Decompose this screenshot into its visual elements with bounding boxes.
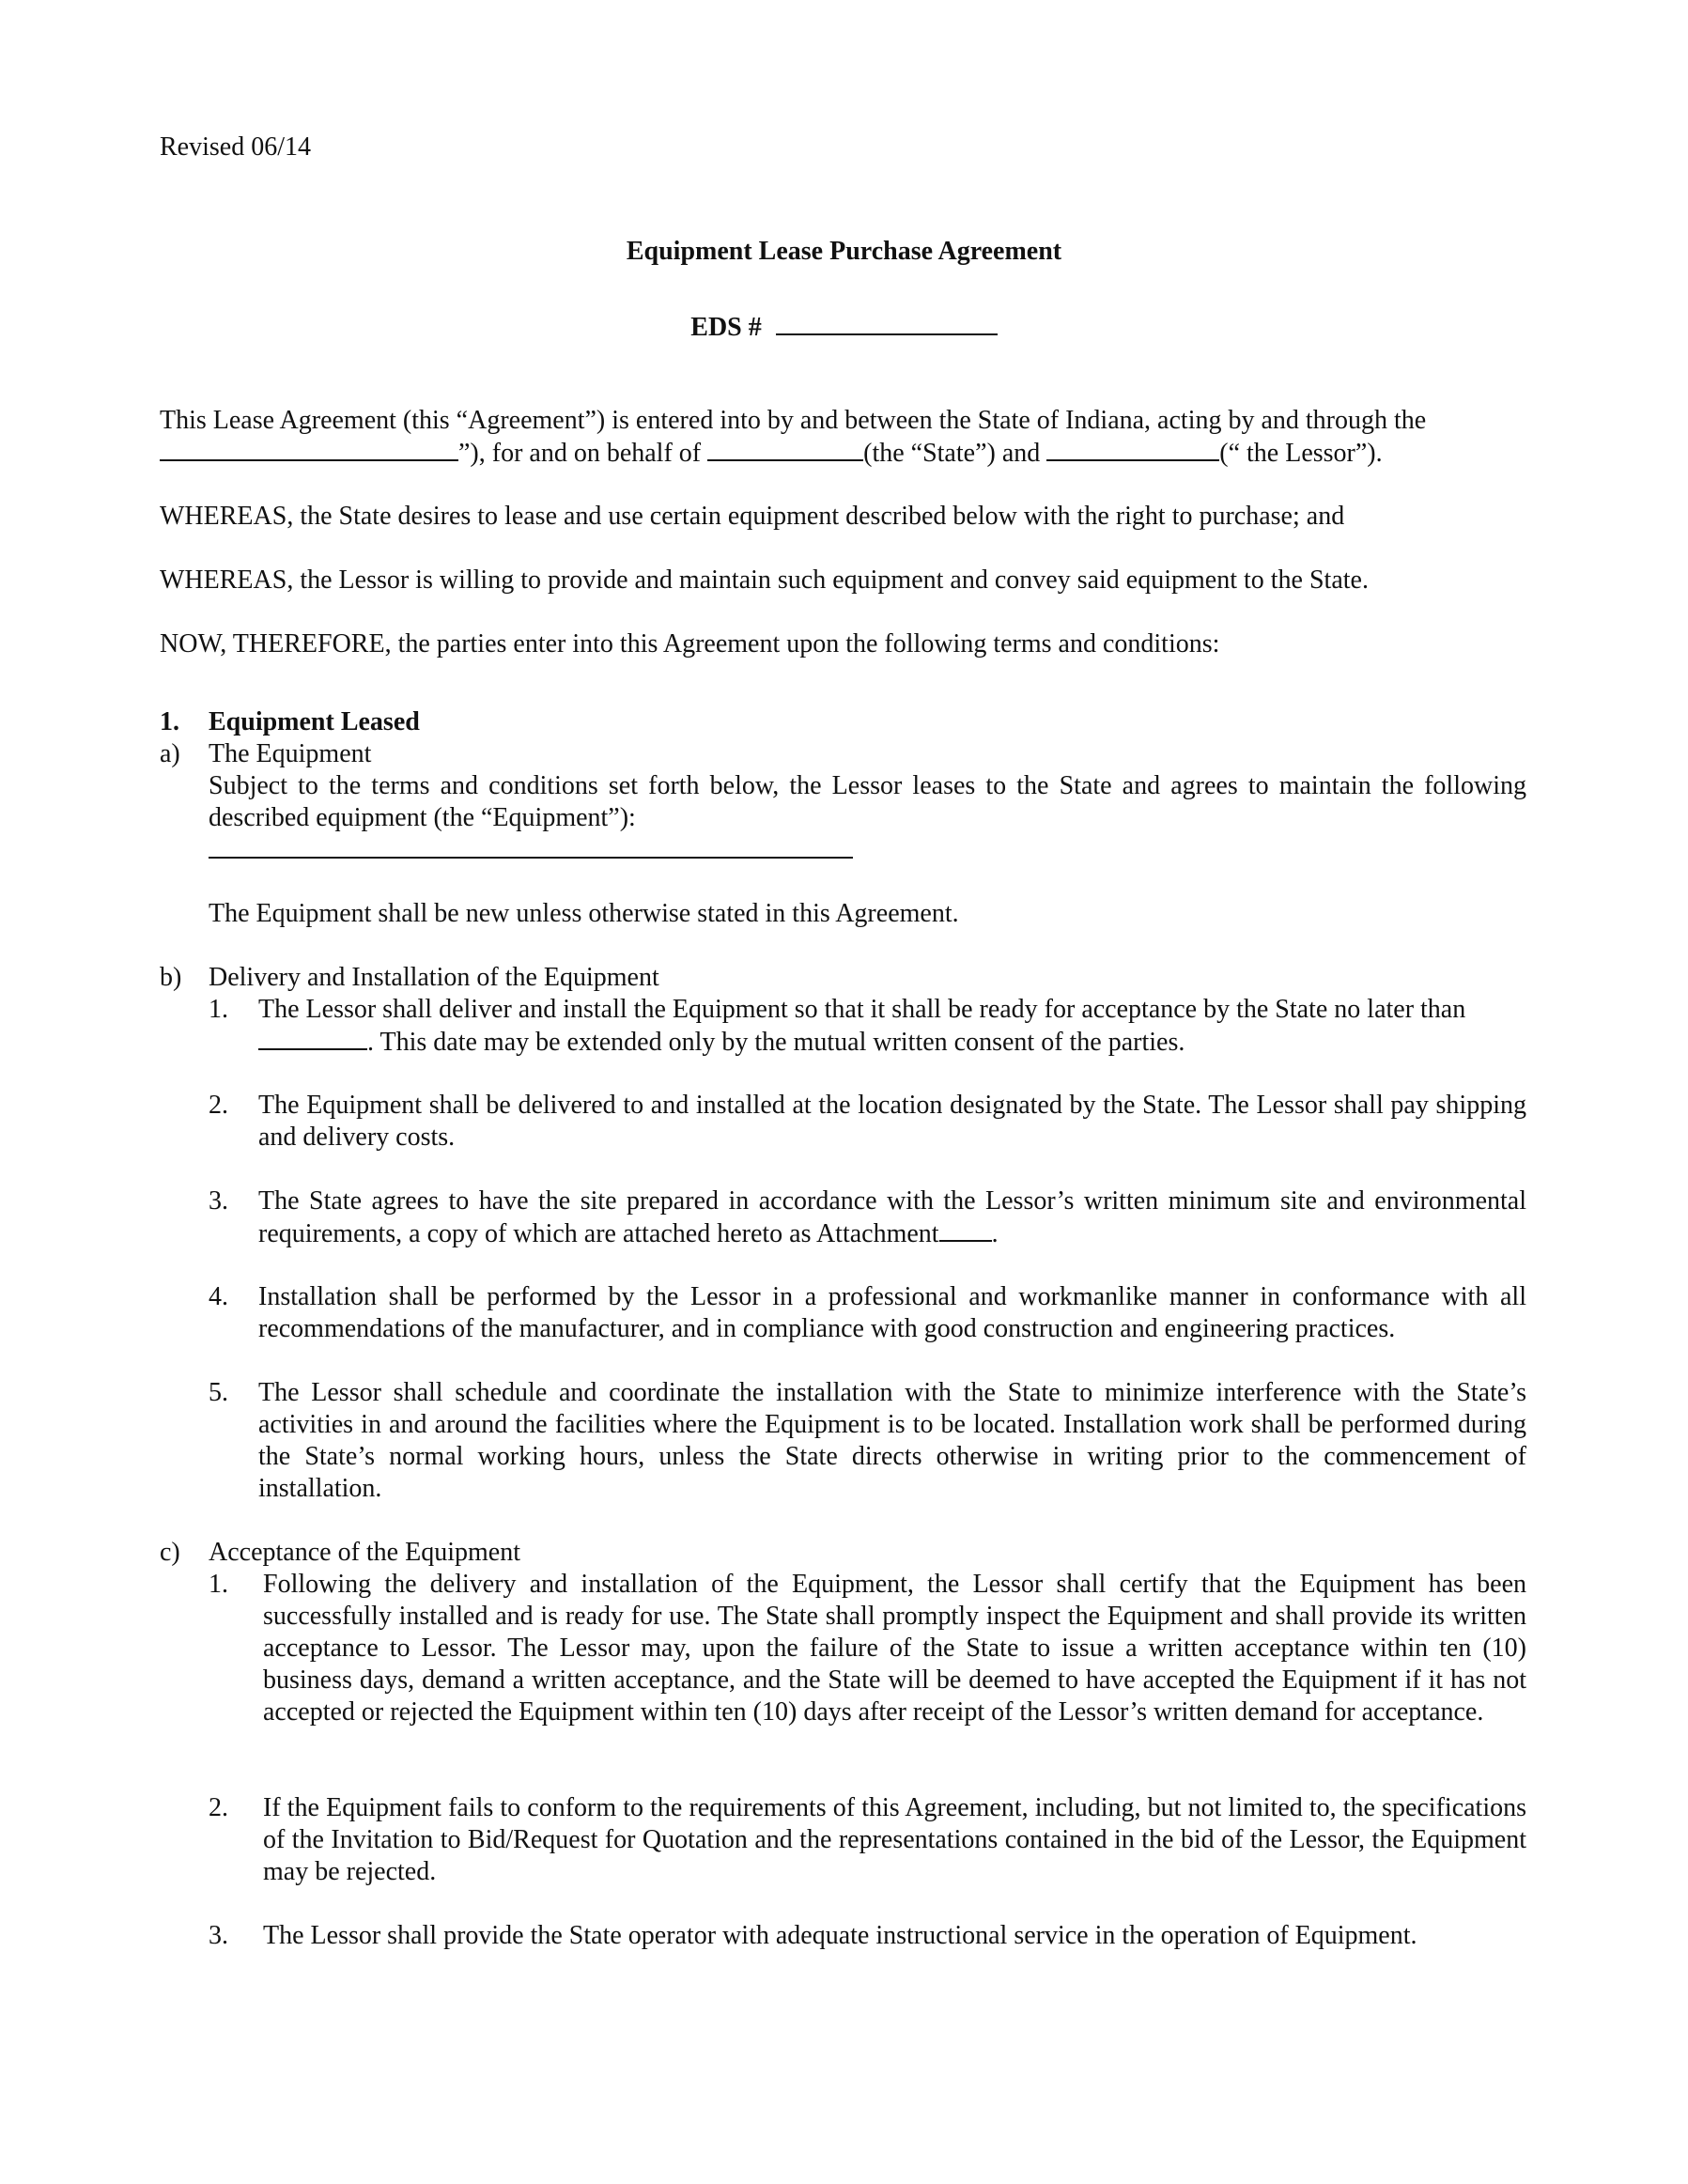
- b-item-1-number: 1.: [209, 995, 228, 1024]
- subsection-b-letter: b): [160, 963, 182, 992]
- section-title: Equipment Leased: [209, 707, 420, 736]
- eds-number-line: [0, 311, 1688, 344]
- eds-number-blank[interactable]: [776, 311, 998, 335]
- equipment-new-note: The Equipment shall be new unless otherwise stated in this Agreement.: [209, 899, 959, 928]
- agency-name-blank[interactable]: [160, 437, 458, 461]
- whereas-paragraph-1: WHEREAS, the State desires to lease and use certain equipment described below with the right to purchase; and: [160, 502, 1345, 531]
- attachment-blank[interactable]: [939, 1217, 992, 1242]
- b-item-5-text: The Lessor shall schedule and coordinate the installation with the State to minimize interference with the State’s activities in and around the facilities where the Equipment is to be located. Installation work shall be performed during the State’s normal working hours, unless the State directs otherwise in writing prior to the commencement of installation.: [258, 1378, 1526, 1503]
- b-item-2-number: 2.: [209, 1091, 228, 1120]
- subsection-a-letter: a): [160, 739, 180, 768]
- lessor-name-blank[interactable]: [1046, 437, 1219, 461]
- b-item-2-text: The Equipment shall be delivered to and installed at the location designated by the State. The Lessor shall pay shipping and delivery costs.: [258, 1091, 1526, 1152]
- c-item-2-text: If the Equipment fails to conform to the requirements of this Agreement, including, but not limited to, the specifications of the Invitation to Bid/Request for Quotation and the representations contained in the bid of the Lessor, the Equipment may be rejected.: [263, 1793, 1526, 1886]
- b-item-3-text: The State agrees to have the site prepared in accordance with the Lessor’s written minimum site and environmental requirements, a copy of which are attached hereto as Attachment .: [258, 1186, 1526, 1248]
- c-item-1-text: Following the delivery and installation of the Equipment, the Lessor shall certify that the Equipment has been successfully installed and is ready for use. The State shall promptly inspect the Equipment and shall provide its written acceptance to Lessor. The Lessor may, upon the failure of the State to issue a written acceptance within ten (10) business days, demand a written acceptance, and the State will be deemed to have accepted the Equipment if it has not accepted or rejected the Equipment within ten (10) days after receipt of the Lessor’s written demand for acceptance.: [263, 1570, 1526, 1727]
- subsection-a-title: The Equipment: [209, 739, 372, 768]
- eds-label: EDS #: [690, 313, 762, 342]
- section-1-heading: [160, 706, 1526, 738]
- behalf-of-blank[interactable]: [707, 437, 863, 461]
- intro-paragraph: [160, 405, 1526, 470]
- revision-label: Revised 06/14: [160, 132, 311, 162]
- subsection-c-title: Acceptance of the Equipment: [209, 1538, 520, 1567]
- subsection-a-text: Subject to the terms and conditions set forth below, the Lessor leases to the State and agrees to maintain the following described equipment (the “Equipment”):: [209, 771, 1526, 832]
- c-item-3-number: 3.: [209, 1921, 228, 1950]
- b-item-1-text: The Lessor shall deliver and install the Equipment so that it shall be ready for acceptance by the State no later than . This date may be extended only by the mutual written consent of the parties.: [258, 995, 1466, 1057]
- c-item-2-number: 2.: [209, 1793, 228, 1822]
- b-item-4-number: 4.: [209, 1282, 228, 1311]
- intro-line-2: ”), for and on behalf of (the “State”) and (“ the Lessor”).: [160, 437, 1526, 470]
- b-item-5-number: 5.: [209, 1378, 228, 1407]
- equipment-description-blank[interactable]: [209, 857, 853, 859]
- intro-line-1: This Lease Agreement (this “Agreement”) is entered into by and between the State of Indiana, acting by and through the: [160, 406, 1427, 435]
- b-item-3-number: 3.: [209, 1186, 228, 1216]
- b-item-4-text: Installation shall be performed by the Lessor in a professional and workmanlike manner in conformance with all recommendations of the manufacturer, and in compliance with good construction and engineering practices.: [258, 1282, 1526, 1343]
- subsection-c-letter: c): [160, 1538, 180, 1567]
- c-item-1-number: 1.: [209, 1570, 228, 1599]
- acceptance-date-blank[interactable]: [258, 1026, 367, 1050]
- now-therefore-paragraph: NOW, THEREFORE, the parties enter into this Agreement upon the following terms and conditions:: [160, 629, 1220, 658]
- section-number: 1.: [160, 707, 179, 736]
- document-title: Equipment Lease Purchase Agreement: [626, 237, 1062, 266]
- c-item-3-text: The Lessor shall provide the State operator with adequate instructional service in the operation of Equipment.: [263, 1921, 1417, 1950]
- subsection-b-title: Delivery and Installation of the Equipment: [209, 963, 659, 992]
- whereas-paragraph-2: WHEREAS, the Lessor is willing to provide and maintain such equipment and convey said equipment to the State.: [160, 565, 1369, 595]
